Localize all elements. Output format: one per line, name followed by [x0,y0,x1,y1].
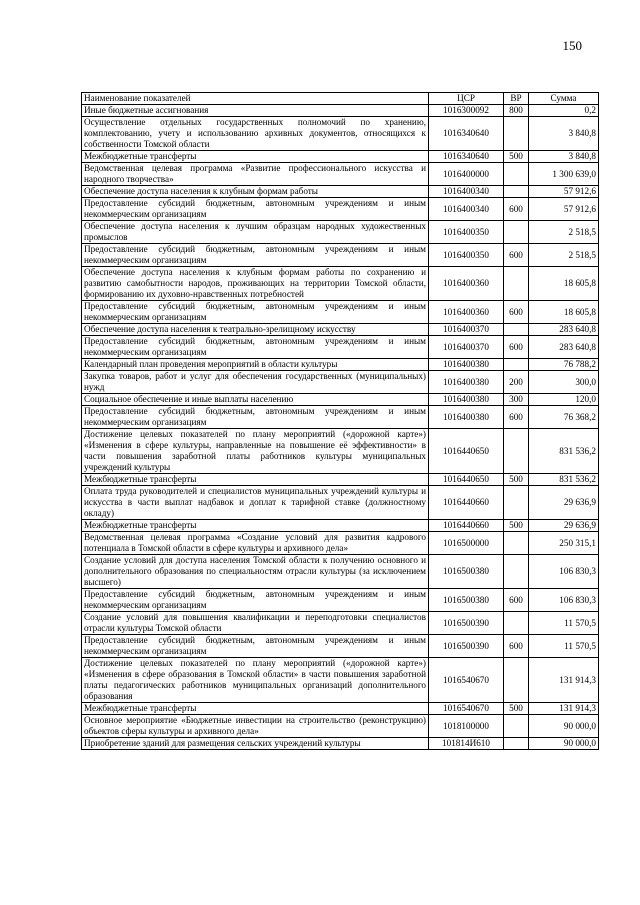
cell-name: Календарный план проведения мероприятий в области культуры [82,359,429,371]
cell-sum: 11 570,5 [529,635,599,658]
cell-sum: 283 640,8 [529,336,599,359]
cell-csr: 1016500390 [429,635,504,658]
table-row [82,612,599,635]
cell-name: Оплата труда руководителей и специалистов муниципальных учреждений культуры и искусства в части выплат надбавок и доплат к тарифной ставке (должностному окладу) [82,486,429,520]
cell-vr [504,117,529,151]
cell-csr: 1016400000 [429,163,504,186]
cell-sum: 76 368,2 [529,406,599,429]
cell-sum: 131 914,3 [529,658,599,703]
table-row [82,301,599,324]
table-row [82,406,599,429]
cell-vr [504,612,529,635]
cell-vr [504,186,529,198]
table-row [82,658,599,703]
cell-name: Обеспечение доступа населения к клубным формам работы [82,186,429,198]
cell-vr: 200 [504,371,529,394]
cell-name: Обеспечение доступа населения к лучшим образцам народных художественных промыслов [82,221,429,244]
header-csr: ЦСР [429,93,504,105]
cell-csr: 1016400360 [429,301,504,324]
cell-csr: 1016540670 [429,703,504,715]
table-row [82,244,599,267]
cell-csr: 1016400370 [429,324,504,336]
cell-name: Межбюджетные трансферты [82,474,429,486]
cell-vr [504,486,529,520]
table-row [82,703,599,715]
cell-sum: 106 830,3 [529,589,599,612]
cell-sum: 2 518,5 [529,221,599,244]
cell-name: Обеспечение доступа населения к театрально-зрелищному искусству [82,324,429,336]
table-row [82,589,599,612]
cell-csr: 1016440650 [429,429,504,474]
cell-sum: 250 315,1 [529,532,599,555]
table-row [82,486,599,520]
table-row [82,359,599,371]
cell-vr: 600 [504,336,529,359]
cell-sum: 29 636,9 [529,520,599,532]
table-row [82,715,599,738]
budget-table-body [82,93,599,750]
cell-vr: 500 [504,474,529,486]
cell-name: Ведомственная целевая программа «Развитие профессионального искусства и народного творчества» [82,163,429,186]
cell-sum: 57 912,6 [529,198,599,221]
cell-csr: 1016540670 [429,658,504,703]
cell-name: Достижение целевых показателей по плану мероприятий («дорожной карте») «Изменения в сфере образования в Томской области» в части повышения заработной платы педагогических работников муниципальных организаций дополнительного образования [82,658,429,703]
cell-csr: 1016400360 [429,267,504,301]
table-row [82,163,599,186]
cell-vr [504,532,529,555]
cell-csr: 1016400380 [429,359,504,371]
cell-name: Основное мероприятие «Бюджетные инвестиции на строительство (реконструкцию) объектов сферы культуры и архивного дела» [82,715,429,738]
cell-sum: 11 570,5 [529,612,599,635]
cell-sum: 90 000,0 [529,738,599,750]
cell-sum: 831 536,2 [529,474,599,486]
table-row [82,429,599,474]
cell-sum: 0,2 [529,105,599,117]
table-row [82,474,599,486]
cell-name: Межбюджетные трансферты [82,703,429,715]
budget-table [81,92,599,750]
cell-vr: 500 [504,703,529,715]
cell-name: Осуществление отдельных государственных полномочий по хранению, комплектованию, учету и использованию архивных документов, относящихся к собственности Томской области [82,117,429,151]
cell-sum: 57 912,6 [529,186,599,198]
cell-vr [504,429,529,474]
cell-name: Закупка товаров, работ и услуг для обеспечения государственных (муниципальных) нужд [82,371,429,394]
cell-csr: 1016340640 [429,117,504,151]
cell-sum: 106 830,3 [529,555,599,589]
cell-name: Предоставление субсидий бюджетным, автономным учреждениям и иным некоммерческим организациям [82,406,429,429]
cell-csr: 1016500390 [429,612,504,635]
table-row [82,520,599,532]
cell-csr: 101814И610 [429,738,504,750]
table-row [82,105,599,117]
table-row [82,117,599,151]
cell-name: Ведомственная целевая программа «Создание условий для развития кадрового потенциала в Томской области в сфере культуры и архивного дела» [82,532,429,555]
cell-sum: 131 914,3 [529,703,599,715]
table-row [82,532,599,555]
table-row [82,555,599,589]
table-row [82,371,599,394]
cell-csr: 1016440650 [429,474,504,486]
cell-vr [504,221,529,244]
table-row [82,635,599,658]
cell-vr [504,715,529,738]
table-row [82,151,599,163]
cell-name: Предоставление субсидий бюджетным, автономным учреждениям и иным некоммерческим организациям [82,301,429,324]
table-row [82,324,599,336]
header-vr: ВР [504,93,529,105]
cell-name: Предоставление субсидий бюджетным, автономным учреждениям и иным некоммерческим организациям [82,635,429,658]
cell-csr: 1016440660 [429,520,504,532]
cell-vr: 600 [504,635,529,658]
cell-vr: 500 [504,151,529,163]
table-row [82,186,599,198]
cell-sum: 300,0 [529,371,599,394]
cell-csr: 1016400340 [429,186,504,198]
cell-vr: 300 [504,394,529,406]
cell-vr [504,324,529,336]
cell-csr: 1016400380 [429,394,504,406]
page-number: 150 [562,38,582,53]
cell-vr: 600 [504,301,529,324]
cell-sum: 29 636,9 [529,486,599,520]
cell-vr [504,738,529,750]
cell-name: Достижение целевых показателей по плану мероприятий («дорожной карте») «Изменения в сфере культуры, направленные на повышение её эффективности» в части повышения заработной платы работников культуры муниципальных учреждений культуры [82,429,429,474]
cell-sum: 120,0 [529,394,599,406]
cell-sum: 3 840,8 [529,117,599,151]
cell-name: Предоставление субсидий бюджетным, автономным учреждениям и иным некоммерческим организациям [82,244,429,267]
cell-csr: 1016400350 [429,244,504,267]
cell-name: Создание условий для повышения квалификации и переподготовки специалистов отрасли культуры Томской области [82,612,429,635]
cell-name: Предоставление субсидий бюджетным, автономным учреждениям и иным некоммерческим организациям [82,589,429,612]
header-name: Наименование показателей [82,93,429,105]
cell-csr: 1016340640 [429,151,504,163]
cell-name: Предоставление субсидий бюджетным, автономным учреждениям и иным некоммерческим организациям [82,198,429,221]
cell-csr: 1016500380 [429,555,504,589]
cell-sum: 18 605,8 [529,267,599,301]
cell-vr: 600 [504,589,529,612]
cell-name: Обеспечение доступа населения к клубным формам работы по сохранению и развитию самобытности народов, проживающих на территории Томской области, формированию их духовно-нравственных потребностей [82,267,429,301]
header-sum: Сумма [529,93,599,105]
cell-vr [504,163,529,186]
cell-sum: 3 840,8 [529,151,599,163]
cell-csr: 1016400380 [429,371,504,394]
cell-csr: 1016400380 [429,406,504,429]
cell-name: Социальное обеспечение и иные выплаты населению [82,394,429,406]
table-row [82,394,599,406]
cell-vr [504,658,529,703]
cell-sum: 90 000,0 [529,715,599,738]
cell-sum: 18 605,8 [529,301,599,324]
cell-csr: 1016500380 [429,589,504,612]
cell-csr: 1016400370 [429,336,504,359]
cell-sum: 1 300 639,0 [529,163,599,186]
cell-name: Межбюджетные трансферты [82,520,429,532]
cell-vr: 600 [504,198,529,221]
cell-sum: 283 640,8 [529,324,599,336]
cell-vr [504,267,529,301]
cell-name: Иные бюджетные ассигнования [82,105,429,117]
table-row [82,267,599,301]
cell-name: Создание условий для доступа населения Томской области к получению основного и дополнительного образования по специальностям отрасли культуры (за исключением высшего) [82,555,429,589]
cell-sum: 831 536,2 [529,429,599,474]
cell-vr: 500 [504,520,529,532]
cell-vr: 600 [504,244,529,267]
cell-vr [504,359,529,371]
cell-sum: 76 788,2 [529,359,599,371]
cell-name: Предоставление субсидий бюджетным, автономным учреждениям и иным некоммерческим организациям [82,336,429,359]
table-header-row [82,93,599,105]
table-row [82,198,599,221]
cell-csr: 1016500000 [429,532,504,555]
table-row [82,336,599,359]
cell-name: Межбюджетные трансферты [82,151,429,163]
table-row [82,221,599,244]
cell-vr [504,555,529,589]
table-row [82,738,599,750]
cell-vr: 800 [504,105,529,117]
cell-sum: 2 518,5 [529,244,599,267]
cell-csr: 1016300092 [429,105,504,117]
cell-vr: 600 [504,406,529,429]
cell-csr: 1016400350 [429,221,504,244]
cell-name: Приобретение зданий для размещения сельских учреждений культуры [82,738,429,750]
cell-csr: 1018100000 [429,715,504,738]
cell-csr: 1016440660 [429,486,504,520]
cell-csr: 1016400340 [429,198,504,221]
